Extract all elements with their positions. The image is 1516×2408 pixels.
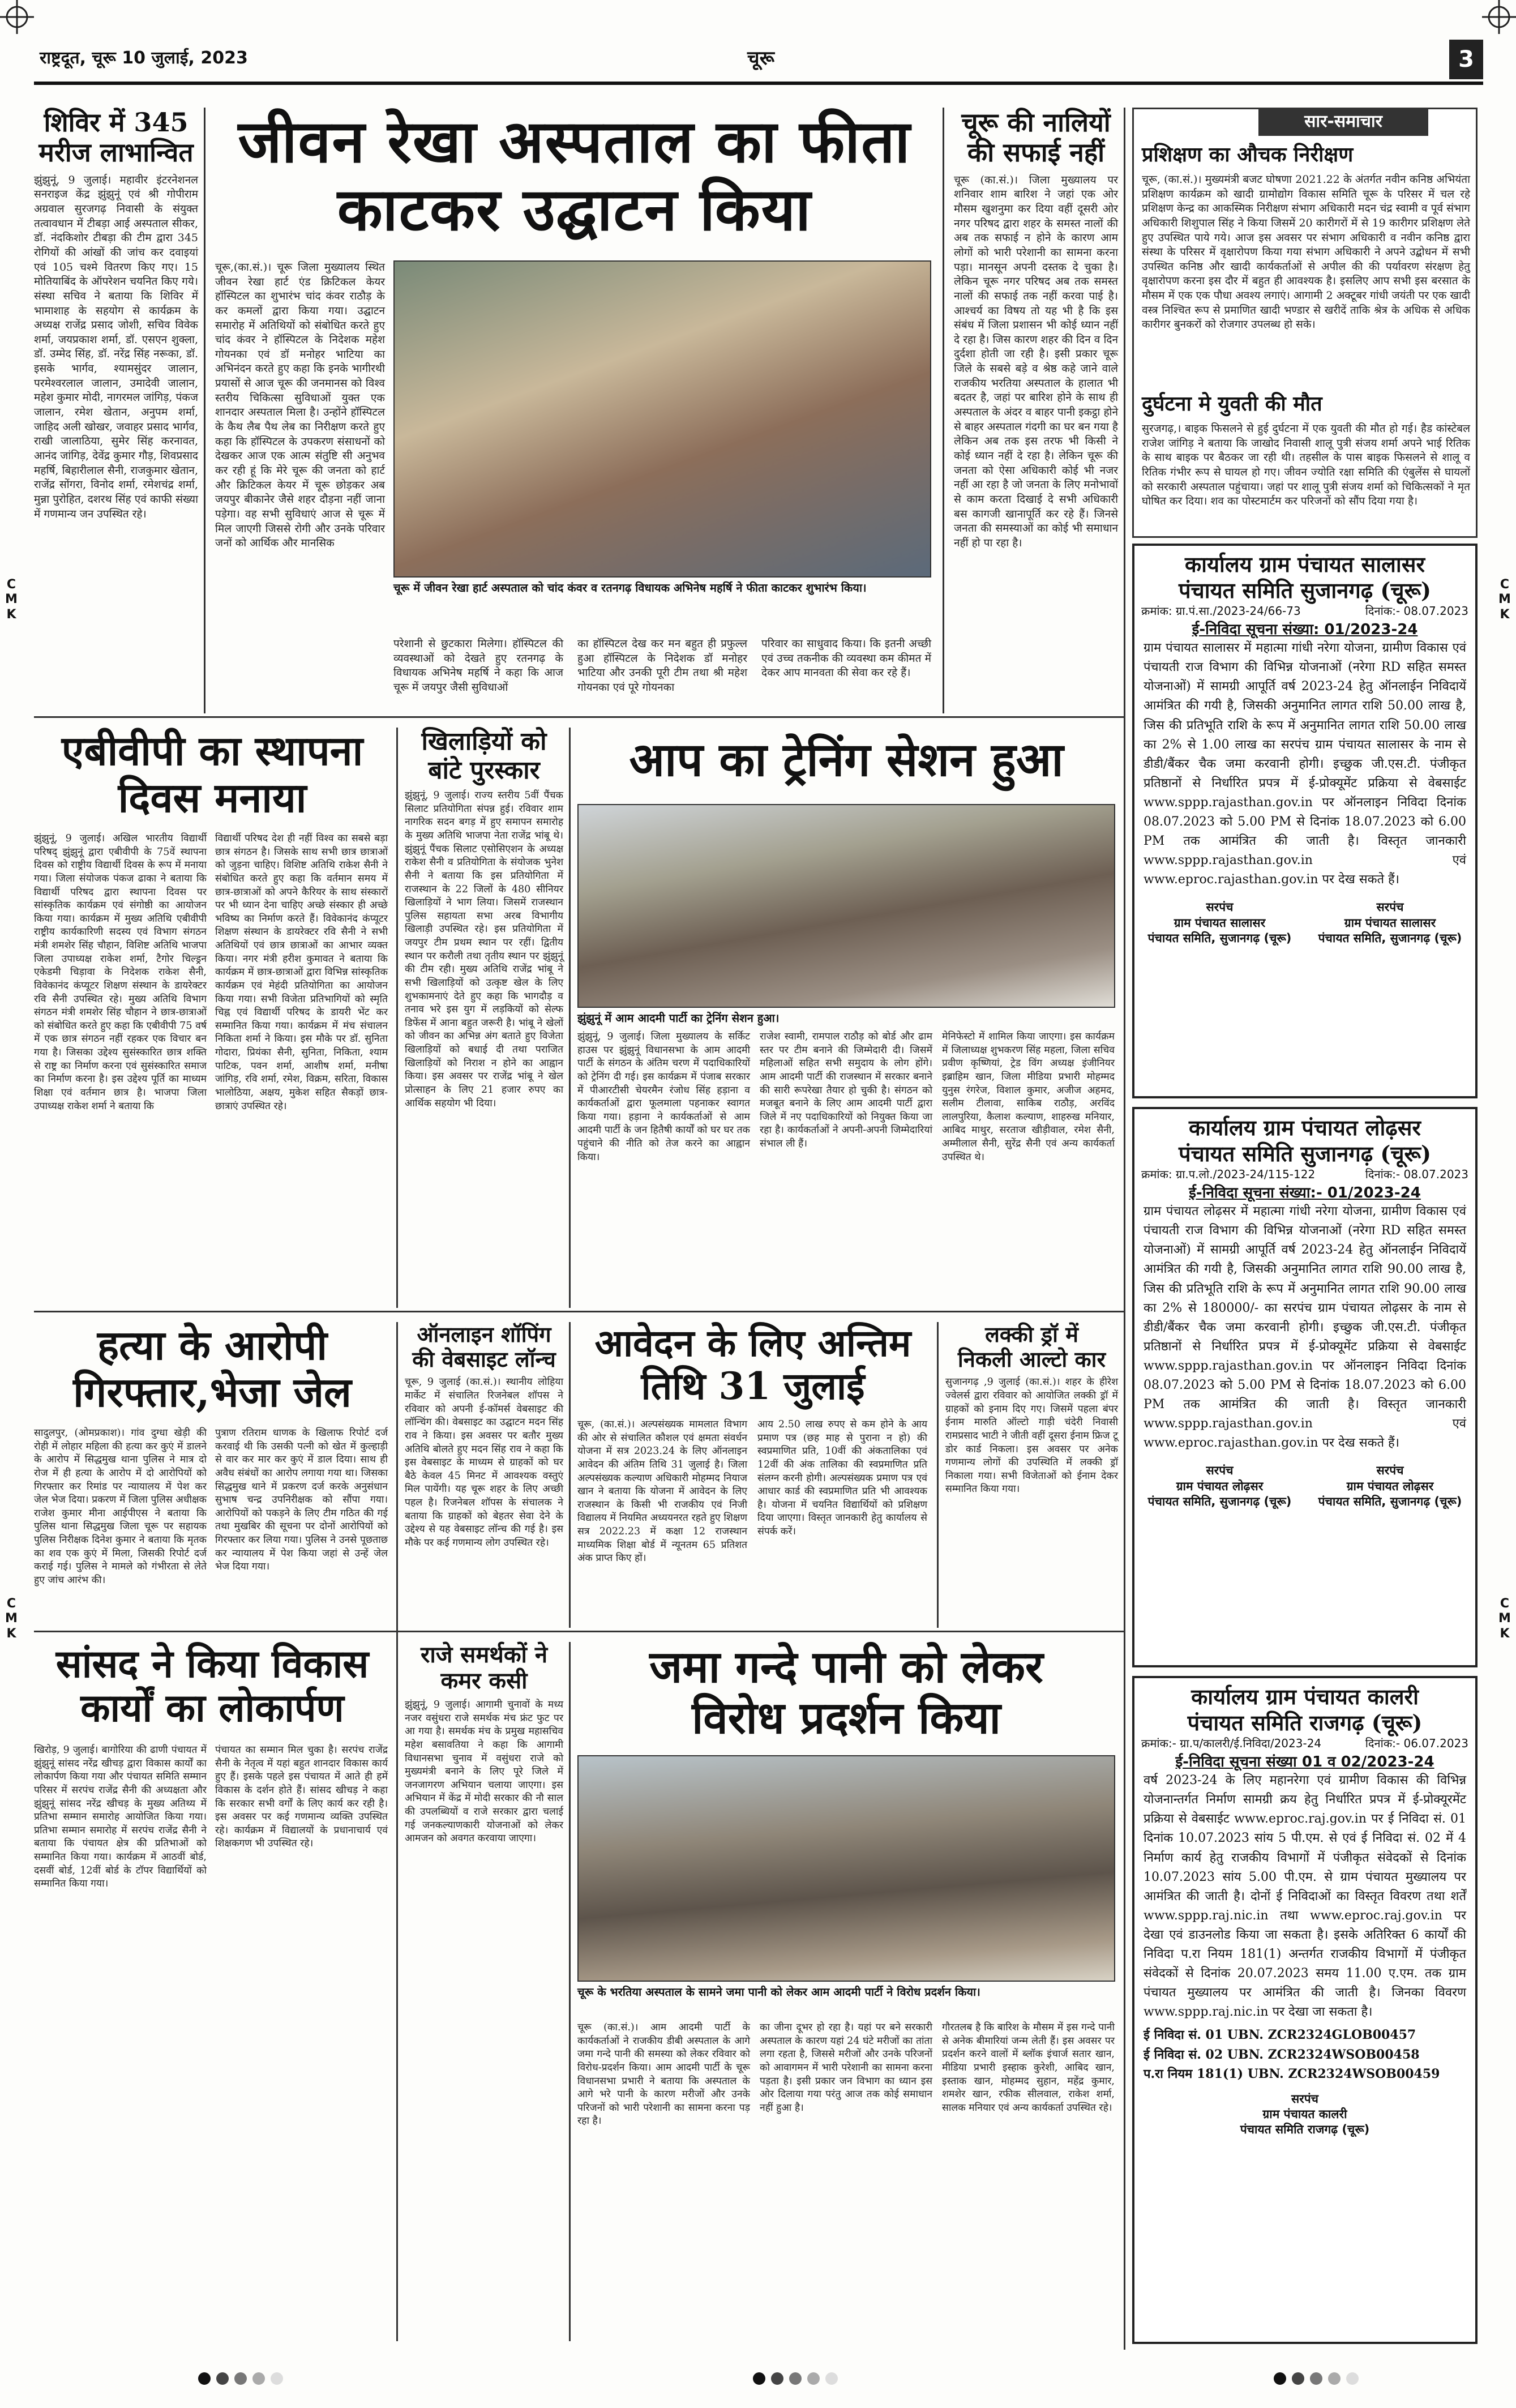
story-raje-supporters xyxy=(405,1642,563,1846)
cmk-mark: C M K xyxy=(5,1597,18,1641)
headline: काटकर उद्घाटन किया xyxy=(337,174,812,244)
notice-title: कार्यालय ग्राम पंचायत कालरी xyxy=(1191,1684,1419,1709)
color-registration-dots xyxy=(753,2372,838,2385)
section-rule xyxy=(34,1631,396,1632)
ubn-line: प.रा नियम 181(1) UBN. ZCR2324WSOB00459 xyxy=(1144,2066,1440,2081)
protest-photo xyxy=(577,1755,1115,1982)
notice-date: दिनांक:- 08.07.2023 xyxy=(1365,1167,1468,1182)
story-online-shopping xyxy=(405,1322,563,1550)
article-body: सुजानगढ़ ,9 जुलाई (का.सं.)। शहर के हीरेश ज्वेलर्स द्वारा रविवार को आयोजित लक्की ड्रॉ में ग्राहकों को इनाम दिए गए। जिसमें पहला बंपर ईनाम मारुति ऑल्टो गाड़ी चंदेरी निवासी रामप्रसाद भाटी ने जीती वहीं दूसरा ईनाम फ्रिज टू डोर कार्ड निकला। इस अवसर पर अनेक गणमान्य लोगों की उपस्थिति में लक्की ड्रॉ निकाला गया। सभी विजेताओं को ईनाम देकर सम्मानित किया गया। xyxy=(945,1376,1118,1495)
notice-date: दिनांक:- 08.07.2023 xyxy=(1365,604,1468,618)
headline: आवेदन के लिए अन्तिम xyxy=(594,1321,911,1365)
headline: विरोध प्रदर्शन किया xyxy=(692,1692,1001,1744)
article-body: का हॉस्पिटल देख कर मन बहुत ही प्रफुल्ल हुआ हॉस्पिटल के निदेशक डॉ मनोहर भाटिया और उनकी पूरी टीम तथा श्री महेश गोयनका एवं पूरे गोयनका xyxy=(577,638,747,694)
headline: आप का ट्रेनिंग सेशन हुआ xyxy=(629,733,1064,787)
signature-block: सरपंच ग्राम पंचायत सालासर पंचायत समिति, सुजानगढ़ (चूरू) xyxy=(1147,900,1292,945)
article-body: सादुलपुर, (ओमप्रकाश)। गांव दुग्धा खेड़ी की रोही में लोहार महिला की हत्या कर कुएं में डालने के आरोप में सिद्धमुख थाना पुलिस ने मात्र दो रोज में ही हत्या के आरोप में दो आरोपियों को गिरफ्तार कर रिमांड पर न्यायालय में पेश कर जेल भेज दिया। प्रकरण में जिला पुलिस अधीक्षक राजेश कुमार मीना आईपीएस ने बताया कि पुलिस थाना सिद्धमुख जिला चूरू पर सहायक पुलिस निरीक्षक दिनेश कुमार ने बताया कि मृतक का शव एक कुएं में मिला, जिसकी रिपोर्ट दर्ज कराई गई। पुलिस ने मामले को गंभीरता से लेते हुए जांच आरंभ की। xyxy=(34,1427,207,1586)
headline: जमा गन्दे पानी को लेकर xyxy=(649,1641,1043,1693)
column-rule xyxy=(569,1322,571,1628)
tender-notice-salasar xyxy=(1132,544,1478,1098)
story-hospital-inauguration xyxy=(215,108,934,243)
story-abvp xyxy=(34,728,391,822)
cmk-mark: C M K xyxy=(1498,578,1511,622)
column-rule xyxy=(1124,108,1125,2350)
article-body: चूरू, 9 जुलाई (का.सं.)। स्थानीय लोहिया मार्केट में संचालित रिजनेबल शॉपस ने रविवार को अपनी ई-कॉमर्स वेबसाइट की लॉन्चिंग की। वेबसाइट का उद्घाटन मदन सिंह राव ने किया। इस अवसर पर बतौर मुख्य अतिथि बोलते हुए मदन सिंह राव ने कहा कि इस वेबसाइट के माध्यम से ग्राहकों को घर बैठे केवल 45 मिनट में आवश्यक वस्तुएं मिल पायेंगी। यह चूरू शहर के लिए अच्छी पहल है। रिजनेबल शॉपस के संचालक ने बताया कि ग्राहकों को बेहतर सेवा देने के उद्देश्य से यह वेबसाइट लॉन्च की गई है। इस मौके पर कई गणमान्य लोग उपस्थित रहे। xyxy=(405,1376,563,1549)
column-rule xyxy=(569,1642,571,2341)
notice-subject: ई-निविदा सूचना संख्या 01 व 02/2023-24 xyxy=(1175,1753,1434,1771)
headline: ऑनलाइन शॉपिंग xyxy=(417,1321,551,1347)
column-rule xyxy=(204,108,205,713)
headline: चूरू की नालियों xyxy=(961,107,1111,138)
color-registration-dots xyxy=(198,2372,283,2385)
article-body: परेशानी से छुटकारा मिलेगा। हॉस्पिटल की व्यवस्थाओं को देखते हुए रतनगढ़ के विधायक अभिनेष महर्षि ने कहा कि आज चूरू में जयपुर जैसी सुविधाओं xyxy=(393,638,563,694)
article-body: चूरू,(का.सं.)। चूरू जिला मुख्यालय स्थित जीवन रेखा हार्ट एंड क्रिटिकल केयर हॉस्पिटल का शुभारंभ चांद कंवर राठौड़ के कर कमलों द्वारा किया गया। उद्घाटन समारोह में अतिथियों को संबोधित करते हुए चांद कंवर ने हॉस्पिटल के निदेशक महेश गोयनका एवं डॉ मनोहर भाटिया का अभिनंदन करते हुए कहा कि इनके भागीरथी प्रयासों से आज चूरू की जनमानस को विश्व स्तरीय चिकित्सा सुविधाओं युक्त एक शानदार अस्पताल मिला है। उन्होंने हॉस्पिटल के कैथ लैब पैथ लेब का निरीक्षण करते हुए कहा कि हॉस्पिटल के उपकरण संसाधनों को देखकर आज एक आत्म संतुष्टि सी अनुभव कर रही हूं कि मेरे चूरू की जनता को हार्ट और क्रिटिकल केयर में चूरू छोड़कर अब जयपुर बीकानेर जैसे शहर दौड़ना नहीं जाना पड़ेगा। वह सभी सुविधाएं आज से चूरू में मिल जाएगी जिससे रोगी और उनके परिवार जनों को आर्थिक और मानसिक xyxy=(215,261,385,550)
section-rule xyxy=(396,1631,1124,1632)
news-brief-box xyxy=(1132,108,1478,538)
notice-number: क्रमांक: ग्रा.पं.सा./2023-24/66-73 xyxy=(1141,604,1301,618)
article-body: पुत्राण रतिराम धाणक के खिलाफ रिपोर्ट दर्ज करवाई थी कि उसकी पत्नी को खेत में कुल्हाड़ी से वार कर मार कर कुएं में डाल दिया। साथ ही अवैध संबंधों का आरोप लगाया गया था। जिसका सिद्धमुख थाने में प्रकरण दर्ज करके अनुसंधान सुभाष चन्द्र उपनिरीक्षक को सौंपा गया। आरोपियों को पकड़ने के लिए टीम गठित की गई तथा मुखबिर की सूचना पर दोनों आरोपियों को गिरफ्तार कर लिया गया। पुलिस ने उनसे पूछताछ कर न्यायालय में पेश किया जहां से उन्हें जेल भेज दिया गया। xyxy=(215,1427,388,1573)
article-body: खिरोड़, 9 जुलाई। बागोरिया की ढाणी पंचायत में झुंझुनूं सांसद नरेंद्र खीचड़ द्वारा विकास कार्यों का लोकार्पण किया गया और पंचायत समिति सम्मान परिसर में सरपंच राजेंद्र सैनी की अध्यक्षता और झुंझुनूं सांसद नरेंद्र खीचड़ के मुख्य अतिथ्य में प्रतिभा सम्मान समारोह आयोजित किया गया। प्रतिभा सम्मान समारोह में सरपंच राजेंद्र सैनी ने बताया कि पंचायत क्षेत्र की प्रतिभाओं को सम्मानित किया गया। कार्यक्रम में आठवीं बोर्ड, दसवीं बोर्ड, 12वीं बोर्ड के टॉपर विद्यार्थियों को सम्मानित किया गया। xyxy=(34,1744,207,1890)
headline: की सफाई नहीं xyxy=(967,136,1105,168)
article-body: चूरू (का.सं.)। जिला मुख्यालय पर शनिवार शाम बारिश ने जहां एक ओर मौसम खुशनुमा कर दिया वहीं दूसरी ओर नगर परिषद द्वारा शहर के समस्त नालों की अब तक सफाई न होने के कारण आम लोगों को भारी परेशानी का सामना करना पड़ा। मानसून अपनी दस्तक दे चुका है। लेकिन चूरू नगर परिषद अब तक समस्त नालों की सफाई तक नहीं करवा पाई है। आश्चर्य का विषय तो यह भी है कि इस संबंध में जिला प्रशासन भी कोई ध्यान नहीं दे रहा है। जिस कारण शहर की दिन व दिन दुर्दशा होती जा रही है। इसी प्रकार चूरू जिले के सबसे बड़े व श्रेष्ठ कहे जाने वाले राजकीय भरतिया अस्पताल के हालात भी बदतर है, जहां पर बारिश होने के साथ ही अस्पताल के अंदर व बाहर पानी इकट्ठा होने से बाहर अस्पताल गंदगी का घर बन गया है लेकिन अब तक इस तरफ भी किसी ने कोई ध्यान नहीं दे रहा है। लेकिन चूरू की जनता को ऐसा अधिकारी कोई भी नजर नहीं आ रहा है जो जनता के लिए मनोभावों से काम करता दिखाई दे सभी अधिकारी बस कागजी खानापूर्ति कर रहे हैं। जिनसे जनता की समस्याओं का कोई भी समाधान नहीं हो पा रहा है। xyxy=(954,173,1118,549)
article-body: झुंझुनूं, 9 जुलाई। महावीर इंटरनेशनल सनराइज केंद्र झुंझुनूं एवं श्री गोपीराम अग्रवाल सुरजगढ़ निवासी के संयुक्त तत्वावधान में टीबड़ा आई अस्पताल सीकर, डॉ. नंदकिशोर टीबड़ा की टीम द्वारा 345 रोगियों की आंखों की जांच कर दवाइयां एवं 105 चश्मे वितरण किए गए। 15 मोतियाबिंद के ऑपरेशन चयनित किए गये। संस्था सचिव ने बताया कि शिविर में भामाशाह के सहयोग से कार्यक्रम के अध्यक्ष राजेंद्र प्रसाद जोशी, सचिव विवेक शर्मा, जयप्रकाश शर्मा, डॉ. एसएन शुक्ला, डॉ. उम्मेद सिंह, डॉ. नरेंद्र सिंह नरूका, डॉ. इसके भार्गव, श्यामसुंदर जालान, परमेश्वरलाल जालान, उमादेवी जालान, महेश कुमार मोदी, नागरमल जांगिड़, पंकज जालान, रमेश खेतान, अनुपम शर्मा, जाहिद अली खोखर, जवाहर प्रसाद भार्गव, राखी जालाठिया, सुमेर सिंह करनावत, आनंद जांगिड़, देवेंद्र कुमार गौड़, शिवप्रसाद महर्षि, बिहारीलाल सैनी, राजकुमार खेतान, राजेंद्र सोंगरा, विनोद शर्मा, रमेशचंद्र शर्मा, मुन्ना पुरोहित, दशरथ सिंह एवं काफी संख्या में गणमान्य जन उपस्थित रहे। xyxy=(34,173,198,520)
header-section: चूरू xyxy=(747,47,775,70)
ubn-line: ई निविदा सं. 02 UBN. ZCR2324WSOB00458 xyxy=(1144,2047,1420,2062)
notice-number: क्रमांक:- ग्रा.प/कालरी/ई.निविदा/2023-24 xyxy=(1141,1737,1322,1751)
headline: एबीवीपी का स्थापना xyxy=(61,726,363,775)
cmk-mark: C M K xyxy=(1498,1597,1511,1641)
column-rule xyxy=(937,1322,939,1628)
notice-body: ग्राम पंचायत सालासर में महात्मा गांधी नरेगा योजना, ग्रामीण विकास एवं पंचायती राज विभाग की विभिन्न योजनाओं (नरेगा RD सहित समस्त योजनाओं) में सामग्री आपूर्ति वर्ष 2023-24 हेतु ऑनलाईन निविदायें आमंत्रित की गयी है, जिसकी अनुमानित लागत राशि 50.00 लाख है, जिस की प्रतिभूति राशि के रूप में अनुमानित लागत राशि 50.00 लाख का 2% से 1.00 लाख का सरपंच ग्राम पंचायत सालासर के नाम से डीडी/बैंकर चैक जमा करवानी होगी। इच्छुक जी.एस.टी. पंजीकृत प्रतिष्ठानों से निर्धारित प्रपत्र में ई-प्रोक्यूमेंट प्रक्रिया से वेबसाईट www.sppp.rajasthan.gov.in पर ऑनलाइन निविदा दिनांक 08.07.2023 को 5.00 PM से दिनांक 18.07.2023 को 6.00 PM तक आमंत्रित की जाती है। विस्तृत जानकारी www.sppp.rajasthan.gov.in एवं www.eproc.rajasthan.gov.in पर देख सकते हैं। xyxy=(1144,641,1466,887)
article-body: झुंझुनूं, 9 जुलाई। अखिल भारतीय विद्यार्थी परिषद् झुंझुनूं द्वारा एबीवीपी के 75वें स्थापना दिवस को राष्ट्रीय विद्यार्थी दिवस के रूप में मनाया गया। जिला संयोजक पंकज ढाका ने बताया कि विद्यार्थी परिषद द्वारा स्थापना दिवस पर सांस्कृतिक कार्यक्रम एवं संगोष्ठी का आयोजन किया गया। कार्यक्रम में मुख्य अतिथि एबीवीपी राष्ट्रीय कार्यकारिणी सदस्य एवं विभाग संगठन मंत्री शमशेर सिंह चौहान, विशिष्ट अतिथि भाजपा जिला उपाध्यक्ष राकेश शर्मा, टैगोर चिल्ड्रन एकेडमी चिड़ावा के निदेशक राकेश सैनी, विवेकानंद कंप्यूटर शिक्षण संस्थान के डायरेक्टर रवि सैनी उपस्थित रहे। मुख्य अतिथि विभाग संगठन मंत्री शमशेर सिंह चौहान ने छात्र-छात्राओं को संबोधित करते हुए कहा कि एबीवीपी 75 वर्ष में एक छात्र संगठन नहीं रहकर एक विचार बन गया है। जिसका उद्देश्य सुसंस्कारित छात्र शक्ति से राष्ट्र का निर्माण करना एवं सुसंस्कारित समाज का निर्माण करना है। इस उद्देश्य पूर्ति का माध्यम शिक्षा एवं वर्तमान छात्र है। भाजपा जिला उपाध्यक्ष राकेश शर्मा ने बताया कि xyxy=(34,833,207,1112)
cmk-mark: C M K xyxy=(5,578,18,622)
headline: शिविर में 345 xyxy=(44,107,189,138)
headline: जीवन रेखा अस्पताल का फीता xyxy=(238,106,911,176)
headline: कार्यों का लोकार्पण xyxy=(80,1686,344,1731)
story-lucky-draw xyxy=(945,1322,1118,1496)
signature-block: सरपंच ग्राम पंचायत लोढ़सर पंचायत समिति, सुजानगढ़ (चूरू) xyxy=(1147,1464,1292,1508)
notice-body: ग्राम पंचायत लोढ़सर में महात्मा गांधी नरेगा योजना, ग्रामीण विकास एवं पंचायती राज विभाग की विभिन्न योजनाओं (नरेगा RD सहित समस्त योजनाओं) में सामग्री आपूर्ति वर्ष 2023-24 हेतु ऑनलाईन निविदायें आमंत्रित की गयी है, जिसकी अनुमानित लागत राशि 90.00 लाख है, जिस की प्रतिभूति राशि के रूप में अनुमानित लागत राशि 90.00 लाख का 2% से 180000/- का सरपंच ग्राम पंचायत लोढ़सर के नाम से डीडी/बैंकर चैक जमा करवानी होगी। इच्छुक जी.एस.टी. पंजीकृत प्रतिष्ठानों से निर्धारित प्रपत्र में ई-प्रोक्यूमेंट प्रक्रिया से वेबसाईट www.sppp.rajasthan.gov.in पर ऑनलाइन निविदा दिनांक 08.07.2023 को 5.00 PM से दिनांक 18.07.2023 को 6.00 PM तक आमंत्रित की जाती है। विस्तृत जानकारी www.sppp.rajasthan.gov.in एवं www.eproc.rajasthan.gov.in पर देख सकते हैं। xyxy=(1144,1204,1466,1451)
article-body: चूरू (का.सं.)। आम आदमी पार्टी के कार्यकर्ताओं ने राजकीय डीबी अस्पताल के आगे जमा गन्दे पानी की समस्या को लेकर रविवार को विरोध-प्रदर्शन किया। आम आदमी पार्टी के चूरू विधानसभा प्रभारी ने बताया कि अस्पताल के आगे भरे पानी के कारण मरीजों और उनके परिजनों को भारी परेशानी का सामना करना पड़ रहा है। xyxy=(577,2022,750,2127)
section-rule xyxy=(34,1311,1124,1312)
headline: प्रशिक्षण का औचक निरीक्षण xyxy=(1142,143,1354,166)
headline: राजे समर्थकों ने xyxy=(420,1641,548,1668)
notice-subject: ई-निविदा सूचना संख्या: 01/2023-24 xyxy=(1192,621,1418,639)
signature-block: सरपंच ग्राम पंचायत सालासर पंचायत समिति, सुजानगढ़ (चूरू) xyxy=(1318,900,1462,945)
column-rule xyxy=(396,728,398,1308)
story-mp-inauguration xyxy=(34,1642,391,1730)
article-body: का जीना दूभर हो रहा है। यहां पर बने सरकारी अस्पताल के कारण यहां 24 घंटे मरीजों का तांता लगा रहता है, जिससे मरीजों और उनके परिजनों को आवागमन में भारी परेशानी का सामना करना पड़ता है। इसी प्रकार जन विभाग का ध्यान इस ओर दिलाया गया परंतु आज तक कोई समाधान नहीं हुआ है। xyxy=(760,2022,932,2114)
notice-body: वर्ष 2023-24 के लिए महानरेगा एवं ग्रामीण विकास की विभिन्न योजनान्तर्गत निर्माण सामग्री क्रय हेतु निर्धारित प्रपत्र में ई-प्रोक्यूरमेंट प्रक्रिया से वेबसाईट www.eproc.raj.gov.in पर ई निविदा सं. 01 दिनांक 10.07.2023 सांय 5 पी.एम. से एवं ई निविदा सं. 02 में 4 निर्माण कार्य हेतु राजकीय विभागों में पंजीकृत संवेदकों से दिनांक 10.07.2023 सांय 5.00 पी.एम. से ग्राम पंचायत मुख्यालय पर आमंत्रित की जाती है। दोनों ई निविदाओं का विस्तृत विवरण तथा शर्तें www.sppp.raj.nic.in तथा www.eproc.raj.gov.in पर देखा एवं डाउनलोड किया जा सकता है। इसके अतिरिक्त 6 कार्यों की निविदा प.रा नियम 181(1) अन्तर्गत राजकीय विभागों में पंजीकृत संवेदकों से दिनांक 20.07.2023 समय 11.00 ए.एम. तक ग्राम पंचायत मुख्यालय पर आमंत्रित की जाती है। जिनका विवरण www.sppp.raj.nic.in पर देखा जा सकता है। xyxy=(1144,1773,1466,2020)
headline: तिथि 31 जुलाई xyxy=(641,1363,865,1408)
aap-training-photo xyxy=(577,804,1115,1008)
notice-subject: ई-निविदा सूचना संख्या:- 01/2023-24 xyxy=(1189,1184,1421,1202)
brief-label: सार-समाचार xyxy=(1258,108,1428,136)
headline: लक्की ड्रॉ में xyxy=(985,1321,1078,1347)
article-body: आय 2.50 लाख रुपए से कम होने के आय प्रमाण पत्र (छह माह से पुराना न हो) की स्वप्रमाणित प्रति, 10वीं की अंकतालिका एवं 12वीं की अंक तालिका की स्वप्रमाणित प्रति संलग्न करनी होगी। अल्पसंख्यक प्रमाण पत्र एवं आधार कार्ड की स्वप्रमाणित प्रति भी आवश्यक है। योजना में चयनित विद्यार्थियों को प्रशिक्षण दिया जाएगा। विस्तृत जानकारी हेतु कार्यालय से संपर्क करें। xyxy=(757,1419,927,1537)
notice-title: पंचायत समिति सुजानगढ़ (चूरू) xyxy=(1179,1140,1431,1166)
notice-date: दिनांक:- 06.07.2023 xyxy=(1365,1737,1468,1751)
article-body: चूरू, (का.सं.)। मुख्यमंत्री बजट घोषणा 2021.22 के अंतर्गत नवीन कनिष्ठ अभियंता प्रशिक्षण कार्यक्रम को खादी ग्रामोद्योग विकास समिति चूरू के परिसर में चल रहे प्रशिक्षण केन्द्र का आकस्मिक निरीक्षण संभाग अधिकारी मदन चंद्र स्वामी व पूर्व संभाग अधिकारी शिशुपाल सिंह ने किया जिसमें 20 कारीगरों में से 19 कारीगर प्रशिक्षण लेते हुए उपस्थित पाये गये। आज इस अवसर पर संभाग अधिकारी व नवीन कनिष्ठ द्वारा संस्था के परिसर में वृक्षारोपण किया गया संभाग अधिकारी ने अपने उद्बोधन में सभी उपस्थित कनिष्ठ और खादी कार्यकर्ताओं से अपील की की पर्यावरण संरक्षण हेतु वृक्षारोपण करना इस दौर में बहुत ही आवश्यक है। इसलिए आप सभी इस बरसात के मौसम में एक एक पौधा अवश्य लगाएं। आगामी 2 अक्टूबर गांधी जयंती पर एक खादी वस्त्र निश्चित रूप से प्रमाणित खादी भण्डार से खरीदें ताकि श्रेत्र के अधिक से अधिक कारीगर बुनकरों को रोजगार उपलब्ध हो सके। xyxy=(1142,173,1470,331)
headline: दिवस मनाया xyxy=(118,773,307,822)
photo-caption: चूरू में जीवन रेखा हार्ट अस्पताल को चांद कंवर व रतनगढ़ विधायक अभिनेष महर्षि ने फीता काटकर शुभारंभ किया। xyxy=(393,581,867,594)
hospital-inauguration-photo xyxy=(393,260,931,578)
signature-block: सरपंच ग्राम पंचायत लोढ़सर पंचायत समिति, सुजानगढ़ (चूरू) xyxy=(1318,1464,1462,1508)
page-header xyxy=(34,40,1483,85)
column-rule xyxy=(943,108,944,713)
ubn-line: ई निविदा सं. 01 UBN. ZCR2324GLOB00457 xyxy=(1144,2028,1416,2043)
article-body: मेनिफेस्टो में शामिल किया जाएगा। इस कार्यक्रम में जिलाध्यक्ष शुभकरण सिंह महला, जिला सचिव प्रवीण कृष्णियां, ट्रेड विंग अध्यक्ष इंजीनियर इब्राहिम खान, जिला मीडिया प्रभारी मोहम्मद युनुस रंगरेज, विशाल कुमार, अजीज अहमद, सलीम टीलावा, साकिब राठौड़, अरविंद लालपुरिया, कैलाश कल्याण, शाहरुख मनियार, आबिद माथुर, सरताज खीड़ीवाल, रमेश सैनी, अम्मीलाल सैनी, सुरेंद्र सैनी एवं अन्य कार्यकर्ता उपस्थित थे। xyxy=(942,1031,1115,1163)
article-body: विद्यार्थी परिषद देश ही नहीं विश्व का सबसे बड़ा छात्र संगठन है। जिसके साथ सभी छात्र छात्राओं को जुड़ना चाहिए। विशिष्ट अतिथि राकेश सैनी ने संबोधित करते हुए कहा कि वर्तमान समय में छात्र-छात्राओं को अपने कैरियर के साथ संस्कारों पर भी ध्यान देना चाहिए अच्छे संस्कार ही अच्छे भविष्य का निर्माण करते हैं। विवेकानंद कंप्यूटर शिक्षण संस्थान के डायरेक्टर रवि सैनी ने सभी अतिथियों एवं छात्र छात्राओं का आभार व्यक्त किया। नगर मंत्री हरीश कुमावत ने बताया कि कार्यक्रम में छात्र-छात्राओं द्वारा विभिन्न सांस्कृतिक कार्यक्रम एवं मेहंदी प्रतियोगिता का आयोजन किया गया। सभी विजेता प्रतिभागियों को स्मृति चिह्न एवं विद्यार्थी परिषद के डायरी भेंट कर सम्मानित किया गया। कार्यक्रम में मंच संचालन निकिता शर्मा ने किया। इस मौके पर डॉ. सुनिता गोदारा, प्रियंका सैनी, सुनिता, निकिता, श्याम पाटिक, पवन शर्मा, आशीष शर्मा, मनीषा जांगिड़, रवि शर्मा, रमेश, विक्रम, सरिता, विकास भालोठिया, अक्षय, मुकेश सहित सैकड़ों छात्र-छात्राएं उपस्थित रहे। xyxy=(215,833,388,1112)
story-drain-cleaning xyxy=(954,108,1118,550)
column-rule xyxy=(569,728,571,1308)
article-body: परिवार का साधुवाद किया। कि इतनी अच्छी एवं उच्च तकनीक की व्यवस्था कम कीमत में देकर आप मानवता की सेवा कर रहे हैं। xyxy=(761,638,931,679)
column-rule xyxy=(396,1322,398,2341)
headline: की वेबसाइट लॉन्च xyxy=(412,1346,556,1372)
article-body: झुंझुनूं, 9 जुलाई। राज्य स्तरीय 5वीं पैंचक सिलाट प्रतियोगिता संपन्न हुई। रविवार शाम नागरिक सदन बगड़ में हुए समापन समारोह के मुख्य अतिथि भाजपा नेता राजेंद्र भांबू थे। झुंझुनूं पैंचक सिलाट एसोसिएशन के अध्यक्ष राकेश सैनी व प्रतियोगिता के संयोजक भुनेश सैनी ने बताया कि इस प्रतियोगिता में राजस्थान के 22 जिलों के 480 सीनियर खिलाड़ियों ने भाग लिया। जिसमें राजस्थान पुलिस सहायता सभा अरब विभागीय खिलाड़ी उपस्थित रहे। इस प्रतियोगिता में जयपुर टीम प्रथम स्थान पर रहीं। द्वितीय स्थान पर करौली तथा तृतीय स्थान पर झुंझुनूं की टीम रही। मुख्य अतिथि राजेंद्र भांबू ने सभी खिलाड़ियों को उत्कृष्ट खेल के लिए शुभकामनाएं देते हुए कहा कि भागदौड़ व तनाव भरे इस युग में लड़कियों को सेल्फ डिफेंस में आना बहुत जरूरी है। भांबू ने खेलों को जीवन का अभिन्न अंग बताते हुए विजेता खिलाड़ियों को बधाई दी तथा पराजित खिलाड़ियों को निराश न होने का आह्वान किया। इस अवसर पर राजेंद्र भांबू ने खेल प्रोत्साहन के लिए 21 हजार रुपए का आर्थिक सहयोग भी दिया। xyxy=(405,790,563,1109)
headline: कमर कसी xyxy=(440,1667,528,1694)
notice-title: पंचायत समिति राजगढ़ (चूरू) xyxy=(1187,1709,1423,1735)
headline: सांसद ने किया विकास xyxy=(55,1641,369,1687)
story-dirty-water-protest xyxy=(577,1642,1115,1743)
headline: खिलाड़ियों को xyxy=(421,727,547,756)
notice-title: कार्यालय ग्राम पंचायत सालासर xyxy=(1184,551,1425,577)
notice-number: क्रमांक: ग्रा.प.लो./2023-24/115-122 xyxy=(1141,1167,1316,1182)
headline: दुर्घटना मे युवती की मौत xyxy=(1142,392,1322,416)
article-body: झुंझुनूं, 9 जुलाई। आगामी चुनावों के मध्य नजर वसुंधरा राजे समर्थक मंच फ्रंट फुट पर आ गया है। समर्थक मंच के प्रमुख महासचिव महेश बसावतिया ने कहा कि आगामी विधानसभा चुनाव में वसुंधरा राजे को मुख्यमंत्री बनाने के लिए पूरे जिले में जनजागरण अभियान चलाया जाएगा। इस अभियान में केंद्र में मोदी सरकार की नौ साल की उपलब्धियों व राजे सरकार द्वारा चलाई गई जनकल्याणकारी योजनाओं को लेकर आमजन को अवगत करवाया जाएगा। xyxy=(405,1699,563,1845)
article-body: झुंझुनूं, 9 जुलाई। जिला मुख्यालय के सर्किट हाउस पर झुंझुनूं विधानसभा के आम आदमी पार्टी के संगठन के अंतिम चरण में पदाधिकारियों को ट्रेनिंग दी गई। इस कार्यक्रम में पंजाब सरकार में पीआरटीसी चेयरमैन रंजोध सिंह हड़ाना व कार्यकर्ताओं द्वारा फूलमाला पहनाकर स्वागत किया गया। हड़ाना ने कार्यकर्ताओं से आम आदमी पार्टी के जन हितैषी कार्यों को घर घर तक पहुंचाने की नीति को तेज करने का आह्वान किया। xyxy=(577,1031,750,1163)
signature-block: सरपंच ग्राम पंचायत कालरी पंचायत समिति राजगढ़ (चूरू) xyxy=(1240,2092,1370,2137)
headline: गिरफ्तार,भेजा जेल xyxy=(73,1367,352,1416)
article-body: गौरतलब है कि बारिश के मौसम में इस गन्दे पानी से अनेक बीमारियां जन्म लेती हैं। इस अवसर पर प्रदर्शन करने वालों में ब्लॉक इंचार्ज सतार खान, मीडिया प्रभारी इस्हाक कुरेशी, आबिद खान, इस्ताक खान, मोहम्मद सुहान, महेंद्र कुमार, शमशेर खान, रफीक सीलवाल, राकेश शर्मा, सालक मनियार एवं अन्य कार्यकर्ता उपस्थित रहे। xyxy=(942,2022,1115,2114)
registration-mark-icon xyxy=(0,0,34,34)
registration-mark-icon xyxy=(1482,0,1516,34)
article-body: राजेश स्वामी, रामपाल राठौड़ को बोर्ड और ढाम स्तर पर टीम बनाने की जिम्मेदारी दी। जिसमें महिलाओं सहित सभी समुदाय के लोग होंगे। आम आदमी पार्टी की राजस्थान में सरकार बनाने की सारी रूपरेखा तैयार हो चुकी है। संगठन को मजबूत बनाने के लिए आम आदमी पार्टी द्वारा जिले में नए पदाधिकारियों को नियुक्त किया जा रहा है। कार्यकर्ताओं ने अपनी-अपनी जिम्मेदारियां संभाल ली हैं। xyxy=(760,1031,932,1149)
header-dateline: राष्ट्रदूत, चूरू 10 जुलाई, 2023 xyxy=(40,48,248,68)
headline: हत्या के आरोपी xyxy=(97,1321,328,1369)
tender-notice-lodhsar xyxy=(1132,1107,1478,1667)
headline: निकली आल्टो कार xyxy=(957,1346,1106,1372)
photo-caption: झुंझुनूं में आम आदमी पार्टी का ट्रेनिंग सेशन हुआ। xyxy=(577,1011,780,1025)
tender-notice-kalri xyxy=(1132,1676,1478,2344)
article-body: पंचायत का सम्मान मिल चुका है। सरपंच राजेंद्र सैनी के नेतृत्व में यहां बहुत शानदार विकास कार्य हुए हैं। इसके पहले इस पंचायत में आते ही हमें विकास के दर्शन होते हैं। सांसद खीचड़ ने कहा कि सरकार सभी वर्गों के लिए कार्य कर रही है। इस अवसर पर कई गणमान्य व्यक्ति उपस्थित रहे। कार्यक्रम में विद्यालयों के प्रधानाचार्य एवं शिक्षकगण भी उपस्थित रहे। xyxy=(215,1744,388,1850)
story-application-deadline xyxy=(577,1322,928,1408)
photo-caption: चूरू के भरतिया अस्पताल के सामने जमा पानी को लेकर आम आदमी पार्टी ने विरोध प्रदर्शन किया। xyxy=(577,1985,980,1999)
headline: मरीज लाभान्वित xyxy=(38,136,194,168)
headline: बांटे पुरस्कार xyxy=(428,755,540,785)
story-eye-camp xyxy=(34,108,198,521)
article-body: सुरजगढ़,। बाइक फिसलने से हुई दुर्घटना में एक युवती की मौत हो गई। हैड कांस्टेबल राजेश जांगिड़ ने बताया कि जाखोद निवासी शालू पुत्री संजय शर्मा अपने भाई रितिक के साथ बाइक पर बैठकर जा रही थी। तहसील के पास बाइक फिसलने से शालू व रितिक गंभीर रूप से घायल हो गए। जीवन ज्योति रक्षा समिति की एंबुलेंस से घायलों को सरकारी अस्पताल पहुंचाया। जहां पर शालू पुत्री संजय शर्मा को चिकित्सकों ने मृत घोषित कर दिया। शव का पोस्टमार्टम कर परिजनों को सौंप दिया गया है। xyxy=(1142,422,1470,508)
story-murder-arrest xyxy=(34,1322,391,1416)
article-body: चूरू, (का.सं.)। अल्पसंख्यक मामलात विभाग की ओर से संचालित कौशल एवं क्षमता संवर्धन योजना में सत्र 2023.24 के लिए ऑनलाइन आवेदन की अंतिम तिथि 31 जुलाई है। जिला अल्पसंख्यक कल्याण अधिकारी मोहम्मद नियाज खान ने बताया कि योजना में आवेदन के लिए राजस्थान के किसी भी राजकीय एवं निजी विद्यालय में नियमित अध्ययनरत रहते हुए शिक्षण सत्र 2022.23 में कक्षा 12 राजस्थान माध्यमिक शिक्षा बोर्ड में न्यूनतम 65 प्रतिशत अंक प्राप्त किए हों। xyxy=(577,1419,747,1564)
page-number: 3 xyxy=(1449,40,1483,79)
color-registration-dots xyxy=(1274,2372,1359,2385)
notice-title: पंचायत समिति सुजानगढ़ (चूरू) xyxy=(1179,577,1431,603)
notice-title: कार्यालय ग्राम पंचायत लोढ़सर xyxy=(1189,1115,1421,1140)
section-rule xyxy=(34,716,1124,718)
story-sports-prizes xyxy=(405,728,563,1110)
